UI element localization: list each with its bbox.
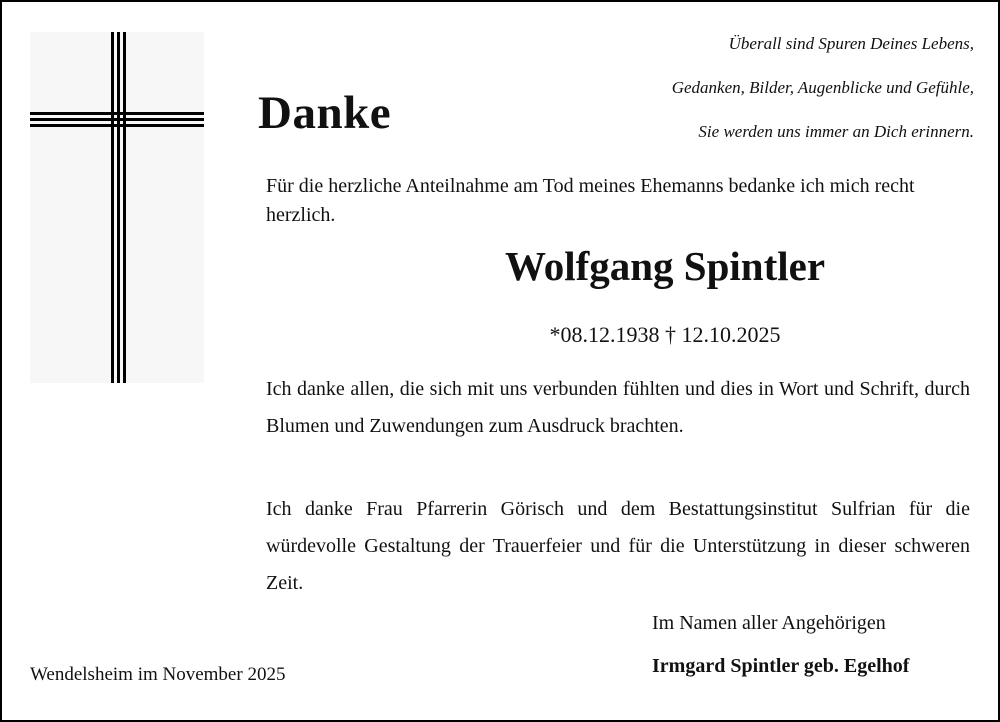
motto-verse — [672, 22, 974, 154]
deceased-name: Wolfgang Spintler — [504, 243, 826, 289]
page-title: Danke — [258, 87, 392, 139]
cross-icon — [30, 32, 204, 383]
thanks-paragraph: Ich danke allen, die sich mit uns verbunden fühlten und dies in Wort und Schrift, durch Blumen und Zuwendungen zum Ausdruck brachten. — [266, 378, 970, 437]
signature: Irmgard Spintler geb. Egelhof — [652, 655, 910, 677]
life-dates: *08.12.1938 † 12.10.2025 — [549, 322, 781, 347]
closing-line: Im Namen aller Angehörigen — [652, 612, 886, 634]
thanks-paragraph: Ich danke Frau Pfarrerin Görisch und dem Bestattungsinstitut Sulfrian für die würdevolle Gestaltung der Trauerfeier und für die Unterstützung in dieser schweren Zeit. — [266, 498, 970, 594]
place-and-date: Wendelsheim im November 2025 — [30, 664, 286, 685]
motto-line: Sie werden uns immer an Dich erinnern. — [698, 122, 974, 141]
motto-line: Gedanken, Bilder, Augenblicke und Gefühle, — [671, 78, 974, 97]
motto-line: Überall sind Spuren Deines Lebens, — [728, 34, 974, 53]
intro-text: Für die herzliche Anteilnahme am Tod meines Ehemanns bedanke ich mich recht herzlich. — [266, 175, 915, 226]
